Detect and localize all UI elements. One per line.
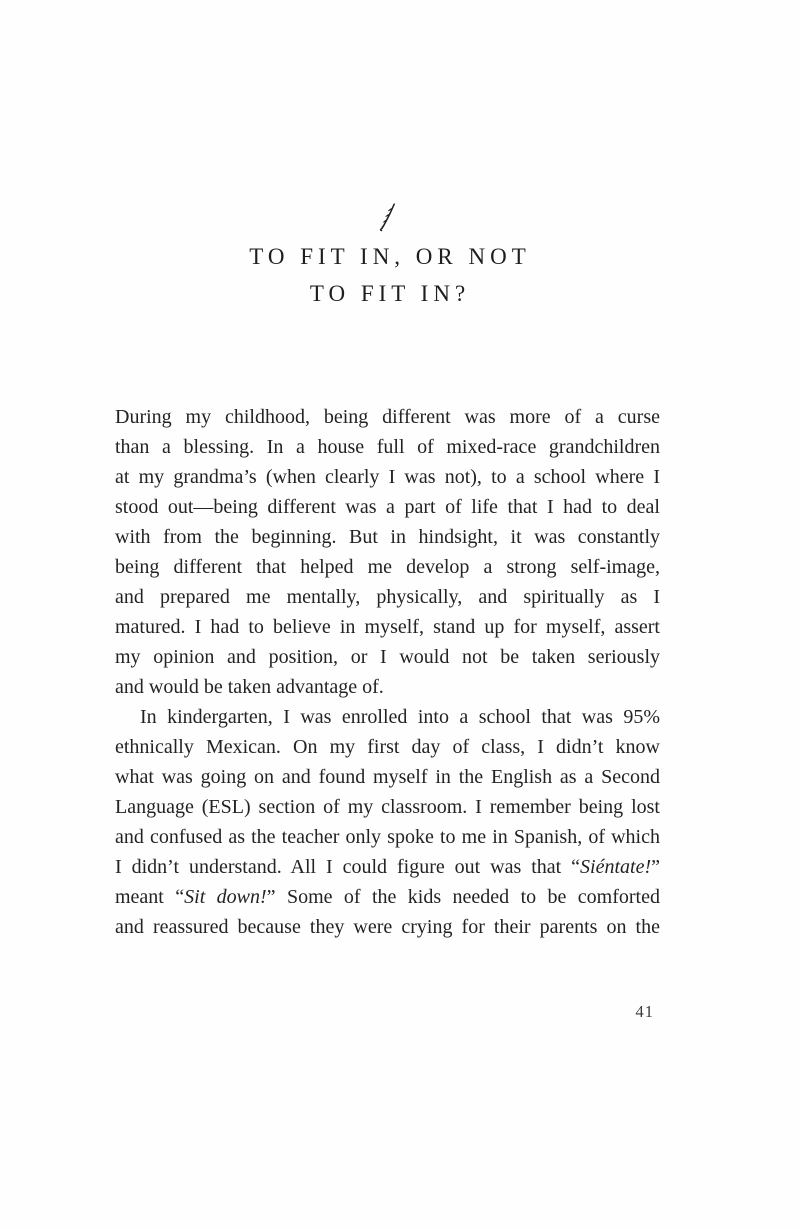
- body-text: [115, 402, 660, 942]
- text-segment: During my childhood, being different was more of a curse: [115, 406, 660, 428]
- text-segment: with from the beginning. But in hindsight, it was constantly: [115, 526, 660, 548]
- chapter-title-line-1: TO FIT IN, OR NOT: [249, 244, 531, 269]
- body-line: [115, 432, 660, 462]
- text-segment: Language (ESL) section of my classroom. I remember being lost: [115, 796, 660, 818]
- text-segment: ”: [651, 856, 660, 878]
- text-segment: at my grandma’s (when clearly I was not), to a school where I: [115, 466, 660, 488]
- text-segment: and prepared me mentally, physically, and spiritually as I: [115, 586, 660, 608]
- body-line: [115, 612, 660, 642]
- text-segment: and confused as the teacher only spoke to me in Spanish, of which: [115, 826, 660, 848]
- chapter-title: [115, 238, 660, 312]
- body-line: [115, 912, 660, 942]
- text-segment: I didn’t understand. All I could figure out was that “: [115, 856, 581, 878]
- body-line: [115, 462, 660, 492]
- body-line: [115, 822, 660, 852]
- text-segment: being different that helped me develop a strong self-image,: [115, 556, 660, 578]
- text-segment: my opinion and position, or I would not be taken seriously: [115, 646, 660, 668]
- paragraph: [115, 402, 660, 702]
- text-segment: meant “: [115, 886, 185, 908]
- text-segment: than a blessing. In a house full of mixed-race grandchildren: [115, 436, 660, 458]
- body-line: [115, 582, 660, 612]
- text-segment: stood out—being different was a part of life that I had to deal: [115, 496, 660, 518]
- text-segment: In kindergarten, I was enrolled into a school that was 95%: [140, 706, 660, 728]
- body-line: [115, 762, 660, 792]
- body-line: [115, 732, 660, 762]
- text-segment: matured. I had to believe in myself, stand up for myself, assert: [115, 616, 660, 638]
- italic-text-segment: Siéntate!: [580, 856, 652, 878]
- chapter-title-line-2: TO FIT IN?: [309, 281, 471, 306]
- body-line: [115, 402, 660, 432]
- text-block: [115, 0, 660, 942]
- body-line: [115, 552, 660, 582]
- body-line: [115, 672, 660, 702]
- paragraph: [115, 702, 660, 942]
- body-line: [115, 792, 660, 822]
- page-number: 41: [635, 1002, 654, 1021]
- feather-ornament-icon: [377, 203, 398, 232]
- body-line: [115, 882, 660, 912]
- text-segment: what was going on and found myself in the English as a Second: [115, 766, 660, 788]
- body-line: [115, 492, 660, 522]
- italic-text-segment: Sit down!: [184, 886, 267, 908]
- text-segment: ethnically Mexican. On my first day of class, I didn’t know: [115, 736, 660, 758]
- body-line: [115, 702, 660, 732]
- text-segment: and reassured because they were crying for their parents on the: [115, 916, 660, 938]
- body-line: [115, 852, 660, 882]
- body-line: [115, 642, 660, 672]
- text-segment: and would be taken advantage of.: [115, 676, 384, 698]
- body-line: [115, 522, 660, 552]
- text-segment: ” Some of the kids needed to be comforted: [266, 886, 660, 908]
